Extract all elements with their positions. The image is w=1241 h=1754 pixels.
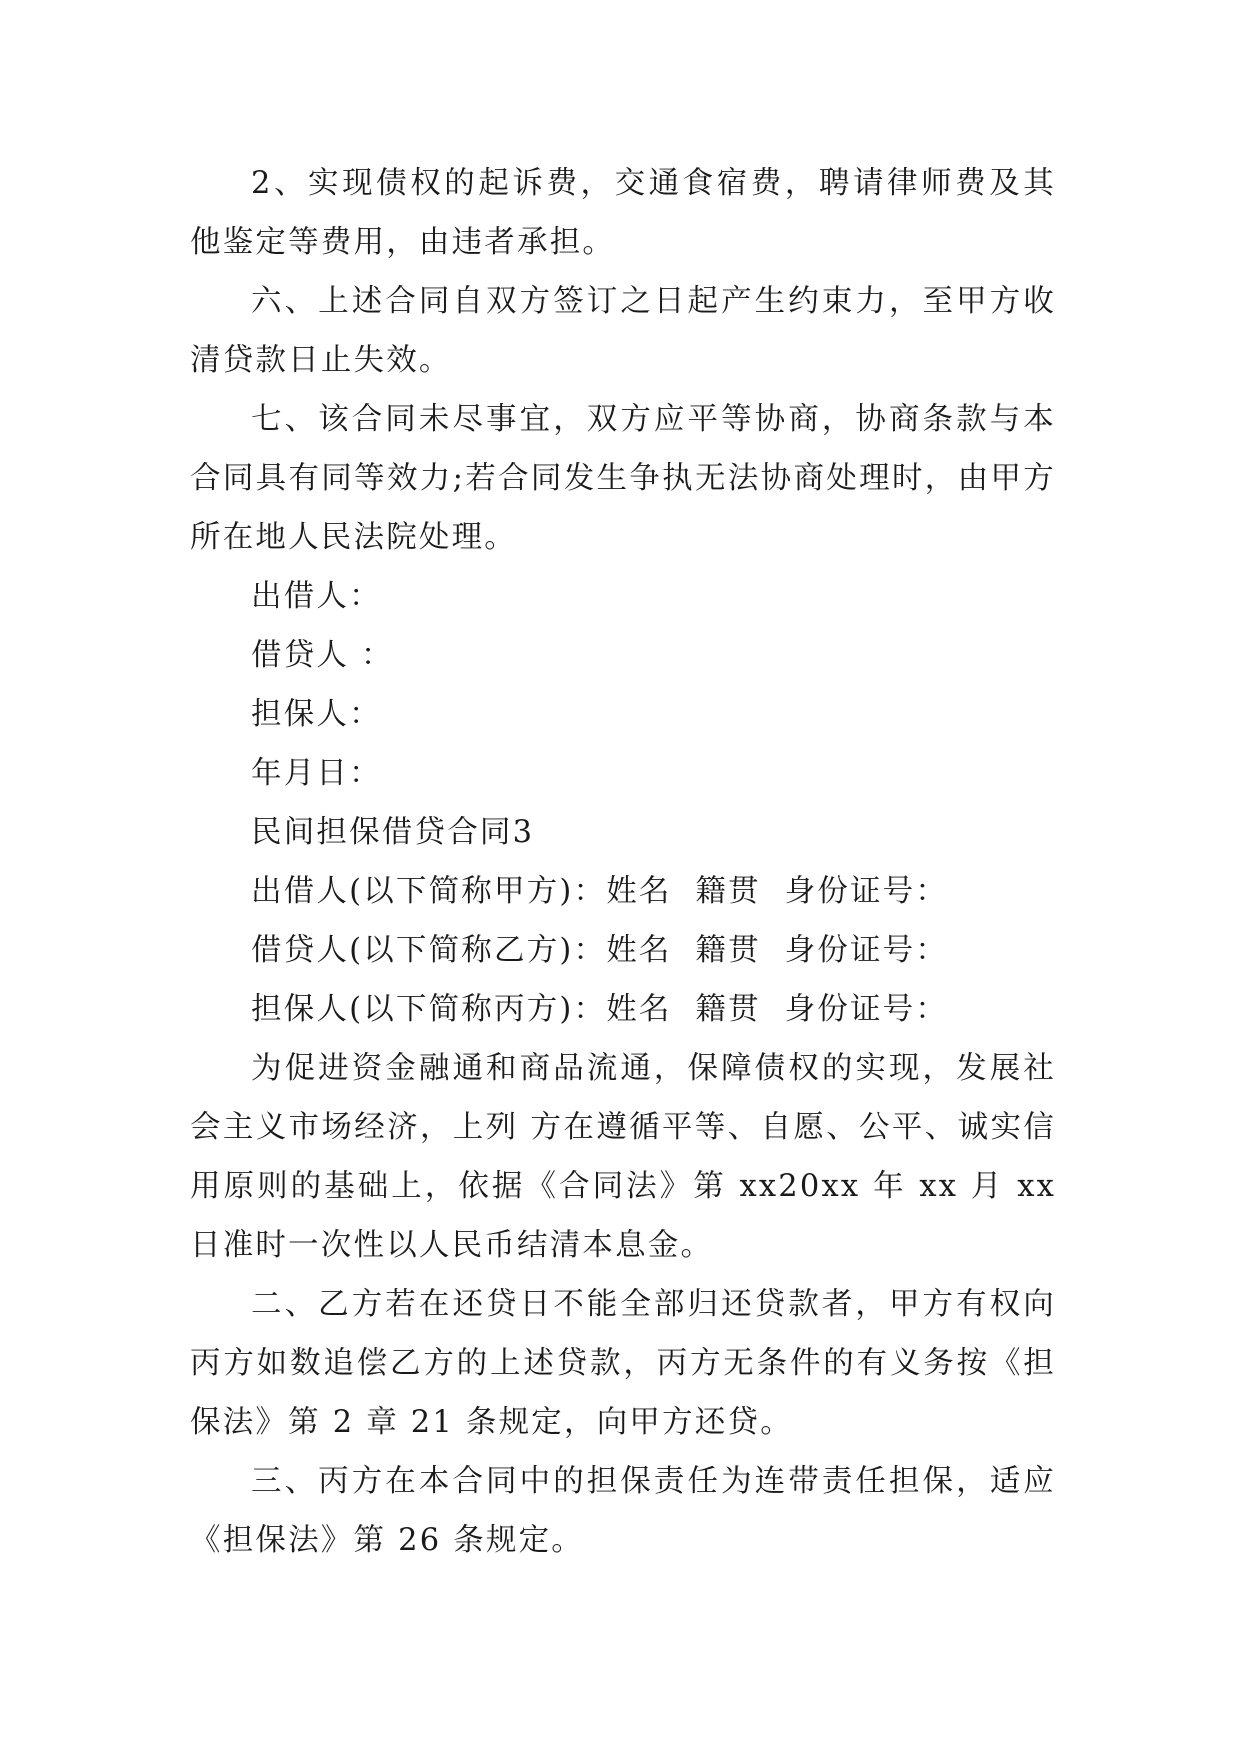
- clause-paragraph: 2、实现债权的起诉费，交通食宿费，聘请律师费及其他鉴定等费用，由违者承担。: [190, 166, 1056, 260]
- clause-paragraph: 二、乙方若在还贷日不能全部归还贷款者，甲方有权向丙方如数追偿乙方的上述贷款，丙方无条件的有义务按《担保法》第 2 章 21 条规定，向甲方还贷。: [190, 1287, 1056, 1440]
- clause-paragraph: 三、丙方在本合同中的担保责任为连带责任担保，适应《担保法》第 26 条规定。: [190, 1464, 1056, 1558]
- clause-paragraph: 七、该合同未尽事宜，双方应平等协商，协商条款与本合同具有同等效力;若合同发生争执无法协商处理时，由甲方所在地人民法院处理。: [190, 402, 1056, 555]
- section-title: 民间担保借贷合同3: [251, 815, 535, 850]
- signature-line-lender: 出借人：: [251, 579, 382, 614]
- signature-line-guarantor: 担保人：: [251, 697, 382, 732]
- party-line-lender: 出借人(以下简称甲方)：姓名 籍贯 身份证号：: [251, 874, 949, 909]
- clause-paragraph: 六、上述合同自双方签订之日起产生约束力，至甲方收清贷款日止失效。: [190, 284, 1056, 378]
- signature-line-borrower: 借贷人 ：: [251, 638, 394, 673]
- date-line: 年月日：: [251, 756, 382, 791]
- party-line-guarantor: 担保人(以下简称丙方)：姓名 籍贯 身份证号：: [251, 992, 949, 1027]
- clause-paragraph: 为促进资金融通和商品流通，保障债权的实现，发展社会主义市场经济，上列 方在遵循平等、自愿、公平、诚实信用原则的基础上，依据《合同法》第 xx20xx 年 xx 月 xx 日准时一次性以人民币结清本息金。: [190, 1051, 1056, 1263]
- document-body: [190, 154, 1056, 1570]
- party-line-borrower: 借贷人(以下简称乙方)：姓名 籍贯 身份证号：: [251, 933, 949, 968]
